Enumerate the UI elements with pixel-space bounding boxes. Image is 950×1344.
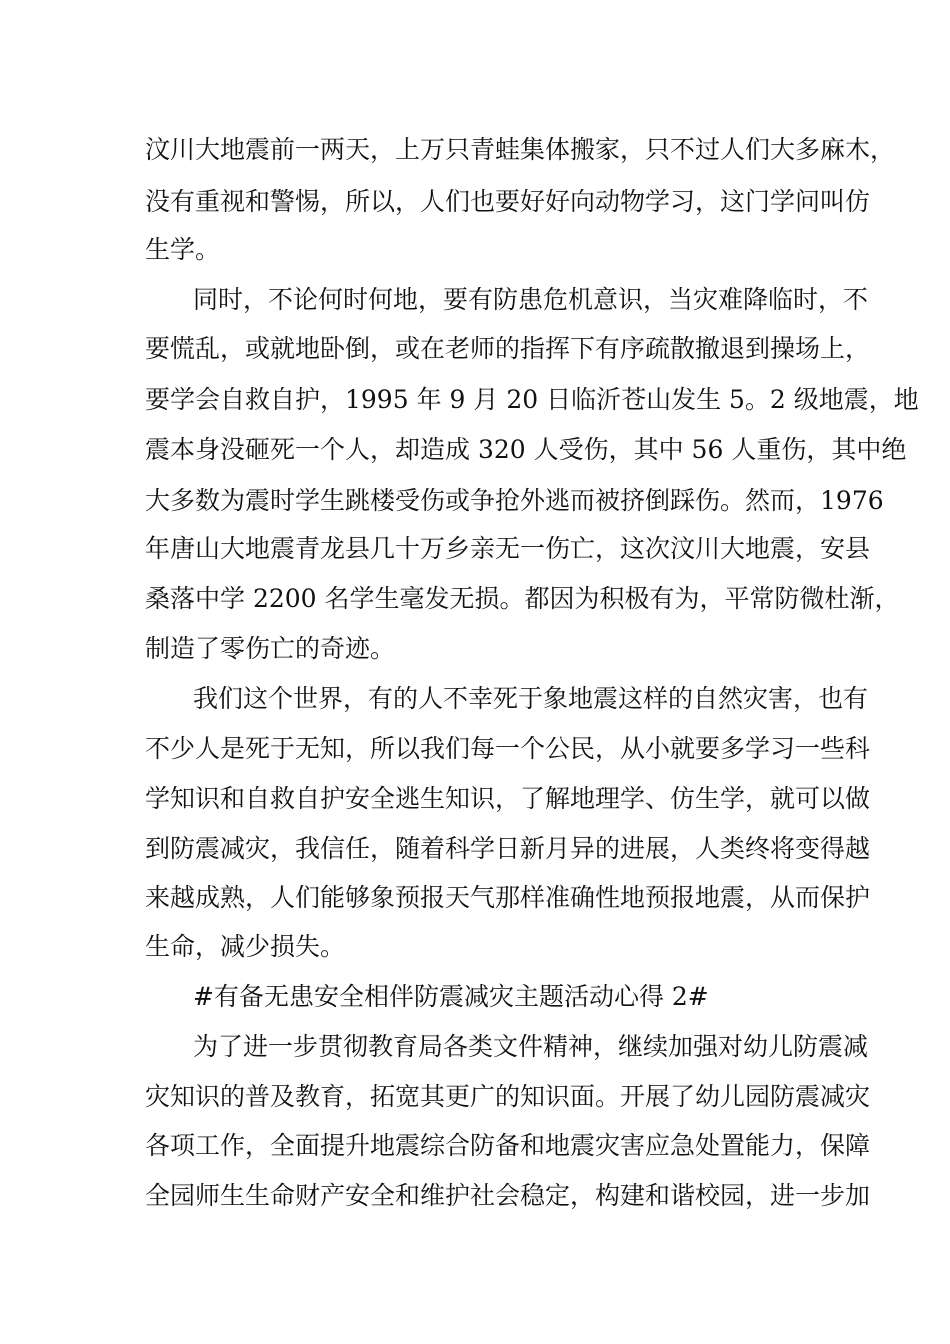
paragraph-2-line-4: 震本身没砸死一个人，却造成 320 人受伤，其中 56 人重伤，其中绝 — [145, 435, 907, 464]
paragraph-2-line-5: 大多数为震时学生跳楼受伤或争抢外逃而被挤倒踩伤。然而，1976 — [145, 486, 884, 515]
paragraph-1-line-2: 没有重视和警惕，所以，人们也要好好向动物学习，这门学问叫仿 — [145, 187, 871, 216]
paragraph-2-line-8: 制造了零伤亡的奇迹。 — [145, 634, 396, 663]
paragraph-2-line-1: 同时，不论何时何地，要有防患危机意识，当灾难降临时，不 — [193, 285, 869, 314]
paragraph-3-line-2: 不少人是死于无知，所以我们每一个公民，从小就要多学习一些科 — [145, 734, 871, 763]
paragraph-2-line-6: 年唐山大地震青龙县几十万乡亲无一伤亡，这次汶川大地震，安县 — [145, 534, 871, 563]
paragraph-1-line-3: 生学。 — [145, 235, 221, 264]
section-heading: #有备无患安全相伴防震减灾主题活动心得 2# — [193, 982, 709, 1011]
paragraph-4-line-2: 灾知识的普及教育，拓宽其更广的知识面。开展了幼儿园防震减灾 — [145, 1082, 871, 1111]
paragraph-3-line-4: 到防震减灾，我信任，随着科学日新月异的进展，人类终将变得越 — [145, 834, 871, 863]
paragraph-3-line-3: 学知识和自救自护安全逃生知识，了解地理学、仿生学，就可以做 — [145, 784, 871, 813]
paragraph-1-line-1: 汶川大地震前一两天，上万只青蛙集体搬家，只不过人们大多麻木， — [145, 135, 896, 164]
paragraph-4-line-4: 全园师生生命财产安全和维护社会稳定，构建和谐校园，进一步加 — [145, 1181, 871, 1210]
paragraph-2-line-7: 桑落中学 2200 名学生毫发无损。都因为积极有为，平常防微杜渐， — [145, 584, 900, 613]
paragraph-4-line-3: 各项工作，全面提升地震综合防备和地震灾害应急处置能力，保障 — [145, 1131, 871, 1160]
paragraph-3-line-1: 我们这个世界，有的人不幸死于象地震这样的自然灾害，也有 — [193, 684, 869, 713]
paragraph-4-line-1: 为了进一步贯彻教育局各类文件精神，继续加强对幼儿防震减 — [193, 1032, 869, 1061]
paragraph-2-line-2: 要慌乱，或就地卧倒，或在老师的指挥下有序疏散撤退到操场上， — [145, 334, 871, 363]
paragraph-3-line-5: 来越成熟，人们能够象预报天气那样准确性地预报地震，从而保护 — [145, 883, 871, 912]
paragraph-2-line-3: 要学会自救自护，1995 年 9 月 20 日临沂苍山发生 5。2 级地震，地 — [145, 385, 919, 414]
paragraph-3-line-6: 生命，减少损失。 — [145, 932, 346, 961]
